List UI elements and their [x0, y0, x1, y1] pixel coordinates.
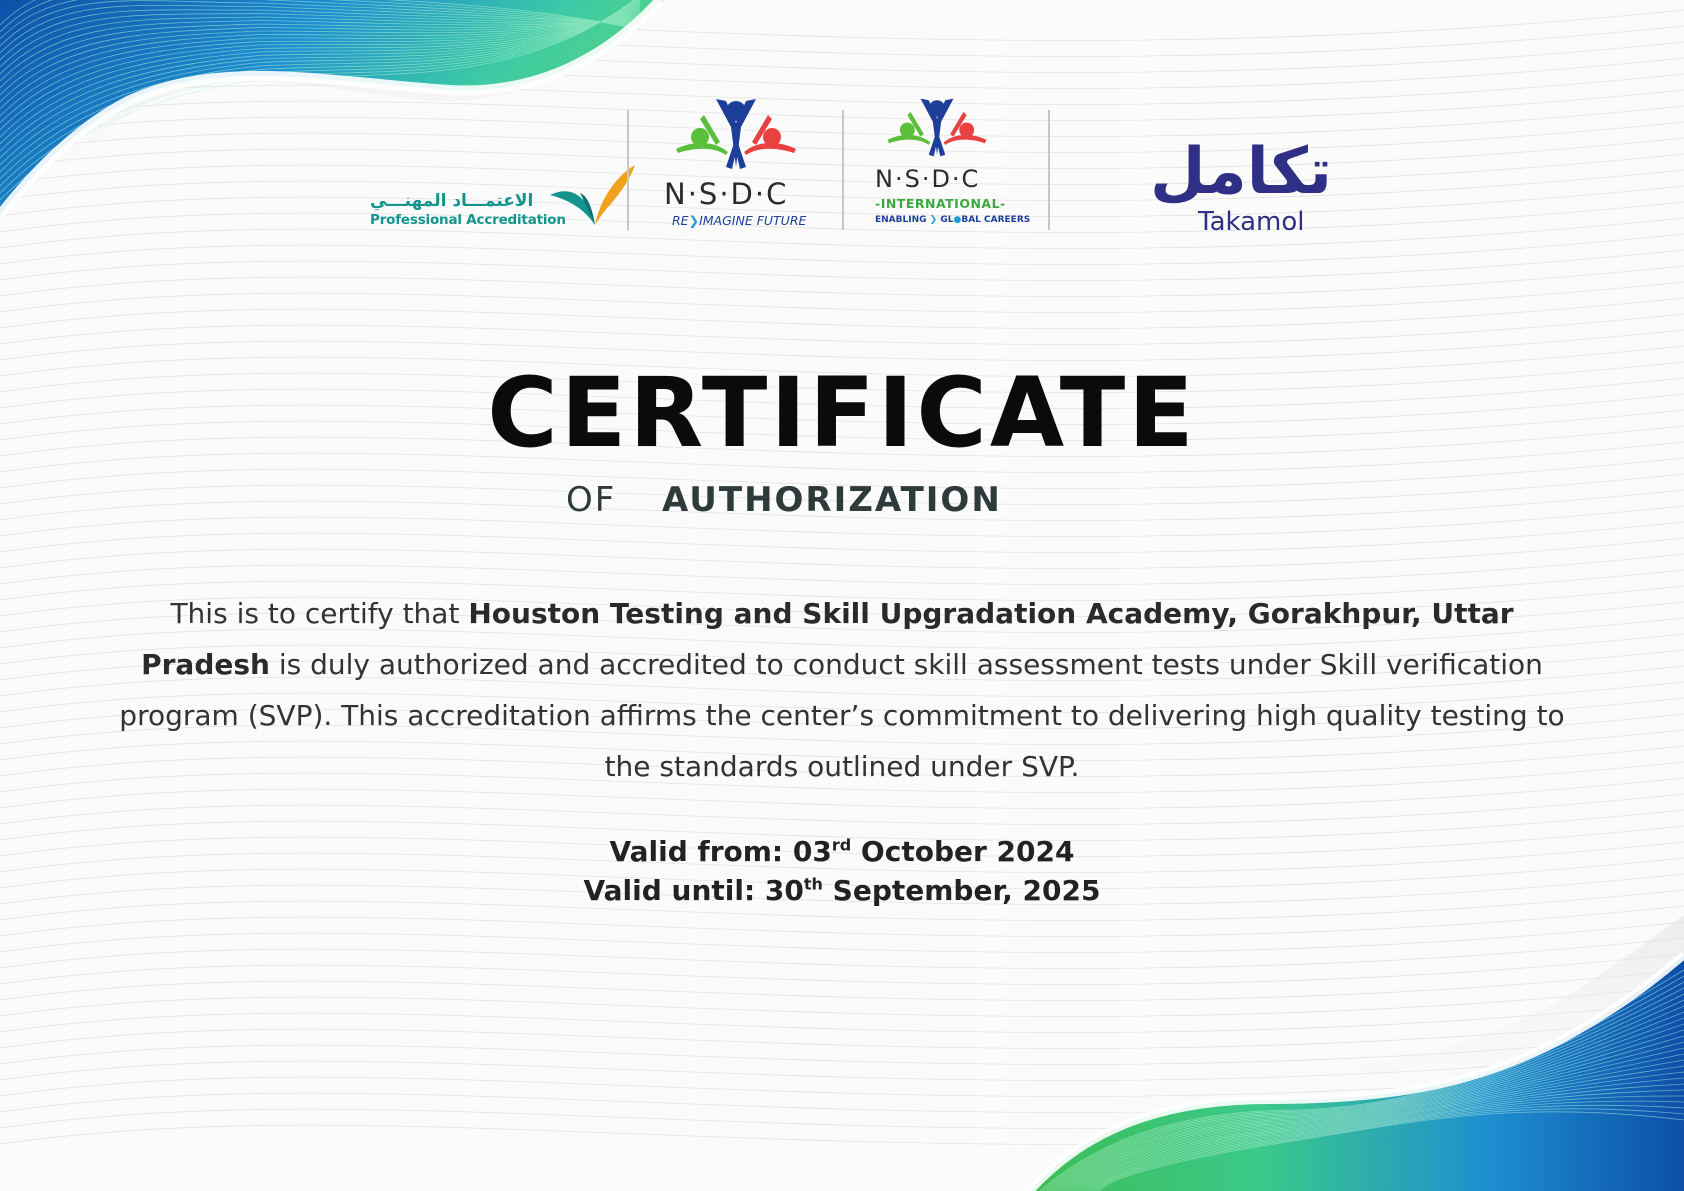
nsdc-tagline-rest: IMAGINE FUTURE [699, 213, 807, 228]
nsdc-international-tagline-a: ENABLING [875, 215, 927, 225]
arrow-icon: ❯ [688, 213, 700, 228]
nsdc-international-tagline-c: BAL CAREERS [961, 215, 1031, 225]
nsdc-international-label: -INTERNATIONAL- [875, 196, 1006, 211]
takamol-english: Takamol [1198, 207, 1305, 237]
valid-until-suffix: th [803, 874, 823, 894]
professional-accreditation-english: Professional Accreditation [370, 212, 566, 228]
logo-row [360, 95, 1333, 245]
certificate-title: CERTIFICATE [487, 357, 1197, 469]
certificate-intro: This is to certify that [170, 597, 469, 630]
valid-from-suffix: rd [831, 835, 852, 855]
center-name: Houston Testing and Skill Upgradation Academy, Gorakhpur, Uttar Pradesh [141, 597, 1514, 681]
takamol-logo [360, 95, 1333, 245]
nsdc-international-letters: N·S·D·C [875, 165, 981, 193]
certificate-body-text: is duly authorized and accredited to conduct skill assessment tests under Skill verification program (SVP). This accreditation affirms the center’s commitment to delivering high quality testing to the standards outlined under SVP. [119, 648, 1565, 783]
arrow-icon: ❯ [929, 215, 938, 225]
nsdc-international-tagline-b: GL [940, 215, 954, 225]
valid-until-date: September, 2025 [822, 874, 1101, 907]
certificate-subtitle-authorization: AUTHORIZATION [662, 480, 1002, 520]
valid-from-label: Valid from: 03 [609, 835, 832, 868]
valid-until [0, 874, 1684, 907]
certificate-body [118, 588, 1566, 792]
takamol-arabic: تكامل [1150, 135, 1333, 209]
nsdc-tagline-re: RE [672, 213, 689, 228]
certificate-subtitle-of: OF [566, 480, 617, 520]
valid-from [0, 835, 1684, 868]
globe-icon: ● [953, 215, 962, 225]
professional-accreditation-arabic: الاعتمـــاد المهنـــي [370, 191, 534, 211]
valid-from-date: October 2024 [851, 835, 1075, 868]
nsdc-letters: N·S·D·C [664, 177, 789, 211]
valid-until-label: Valid until: 30 [583, 874, 804, 907]
